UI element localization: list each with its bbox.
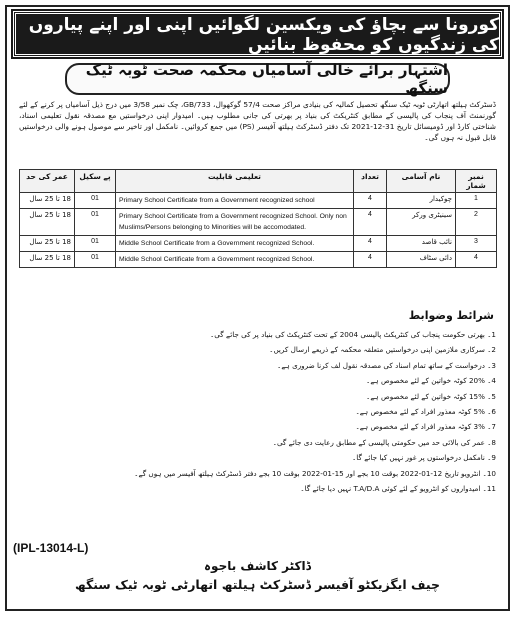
rule-item: 2۔ سرکاری ملازمین اپنی درخواستیں متعلقہ محکمہ کے ذریعے ارسال کریں۔ [269, 345, 496, 355]
table-row [20, 252, 497, 268]
cell-age: 18 تا 25 سال [20, 209, 75, 236]
cell-post: چوکیدار [387, 193, 456, 209]
advertisement-page [5, 5, 510, 611]
cell-serial: 4 [456, 252, 497, 268]
cell-serial: 3 [456, 236, 497, 252]
cell-count: 4 [354, 252, 387, 268]
cell-scale: 01 [75, 252, 116, 268]
table-row [20, 193, 497, 209]
table-header-row [20, 170, 497, 193]
cell-qualification: Middle School Certificate from a Government recognized School. [116, 236, 354, 252]
cell-age: 18 تا 25 سال [20, 193, 75, 209]
rule-item: 3۔ درخواست کے ساتھ تمام اسناد کی مصدقہ نقول لف کرنا ضروری ہے۔ [277, 360, 496, 370]
vaccine-banner: کورونا سے بچاؤ کی ویکسین لگوائیں اپنی اور اپنے پیاروں کی زندگیوں کو محفوظ بنائیں [13, 11, 502, 57]
cell-post: سینیٹری ورکر [387, 209, 456, 236]
rule-item: 8۔ عمر کی بالائی حد میں حکومتی پالیسی کے مطابق رعایت دی جائے گی۔ [272, 437, 496, 447]
header-qualification: تعلیمی قابلیت [116, 170, 354, 193]
cell-age: 18 تا 25 سال [20, 252, 75, 268]
rule-item: 11۔ امیدواروں کو انٹرویو کے لئے کوئی T.A/D.A نہیں دیا جائے گا۔ [300, 484, 496, 494]
header-serial: نمبر شمار [456, 170, 497, 193]
cell-qualification: Primary School Certificate from a Government recognized school [116, 193, 354, 209]
cell-post: دائی سٹاف [387, 252, 456, 268]
cell-count: 4 [354, 236, 387, 252]
cell-serial: 1 [456, 193, 497, 209]
advertisement-heading: اشتہار برائے خالی آسامیاں محکمہ صحت ٹوبہ ٹیک سنگھ [65, 63, 450, 95]
rule-item: 5۔ %15 کوٹہ خواتین کے لئے مخصوص ہے۔ [366, 391, 496, 401]
rule-item: 9۔ نامکمل درخواستوں پر غور نہیں کیا جائے گا۔ [352, 453, 496, 463]
cell-post: نائب قاصد [387, 236, 456, 252]
cell-serial: 2 [456, 209, 497, 236]
table-row [20, 236, 497, 252]
signatory-name: ڈاکٹر کاشف باجوہ [204, 559, 311, 573]
rule-item: 10۔ انٹرویو تاریخ 12-01-2022 بوقت 10 بجے اور 15-01-2022 بوقت 10 بجے دفتر ڈسٹرکٹ ہیلتھ آفیسر میں ہوں گے۔ [134, 468, 496, 478]
cell-scale: 01 [75, 209, 116, 236]
cell-qualification: Middle School Certificate from a Government recognized School. [116, 252, 354, 268]
rule-item: 6۔ %5 کوٹہ معذور افراد کے لئے مخصوص ہے۔ [355, 407, 496, 417]
header-count: تعداد [354, 170, 387, 193]
cell-age: 18 تا 25 سال [20, 236, 75, 252]
table-row [20, 209, 497, 236]
cell-qualification: Primary School Certificate from a Government recognized School. Only non Muslims/Persons belonging to Minorities will be accomodated. [116, 209, 354, 236]
header-scale: پے سکیل [75, 170, 116, 193]
header-age: عمر کی حد [20, 170, 75, 193]
intro-paragraph: ڈسٹرکٹ ہیلتھ اتھارٹی ٹوبہ ٹیک سنگھ تحصیل کمالیہ کی بنیادی مراکز صحت 57/4 گوکھوال، 733/GB، چک نمبر 3/58 میں درج ذیل آسامیاں پر کرنے کے لئے گورنمنٹ آف پنجاب کی پالیسی کے مطابق کنٹریکٹ کی بنیاد پر بھرتی کی جانی مطلوب ہیں۔ امیدوار اپنی درخواستیں مع مصدقہ نقول تعلیمی اسناد، شناختی کارڈ اور ڈومیسائل تاریخ 31-12-2021 تک دفتر ڈسٹرکٹ ہیلتھ آفیسر (PS) میں جمع کروائیں۔ نامکمل اور تاخیر سے موصول ہونے والی درخواستیں قابل قبول نہ ہوں گی۔ [19, 100, 496, 142]
rule-item: 1۔ بھرتی حکومت پنجاب کی کنٹریکٹ پالیسی 2004 کے تحت کنٹریکٹ کی بنیاد پر کی جائے گی۔ [210, 330, 496, 339]
vacancies-table [19, 169, 497, 268]
rules-list [47, 327, 496, 496]
rules-title: شرائط وضوابط [408, 309, 494, 322]
signature-block [47, 559, 468, 592]
reference-code: (IPL-13014-L) [13, 541, 89, 555]
rule-item: 4۔ %20 کوٹہ خواتین کے لئے مخصوص ہے۔ [366, 376, 496, 386]
signatory-designation: چیف ایگزیکٹو آفیسر ڈسٹرکٹ ہیلتھ اتھارٹی ٹوبہ ٹیک سنگھ [75, 577, 440, 592]
cell-count: 4 [354, 193, 387, 209]
cell-scale: 01 [75, 236, 116, 252]
rule-item: 7۔ %3 کوٹہ معذور افراد کے لئے مخصوص ہے۔ [355, 422, 496, 432]
header-post: نام آسامی [387, 170, 456, 193]
cell-scale: 01 [75, 193, 116, 209]
cell-count: 4 [354, 209, 387, 236]
